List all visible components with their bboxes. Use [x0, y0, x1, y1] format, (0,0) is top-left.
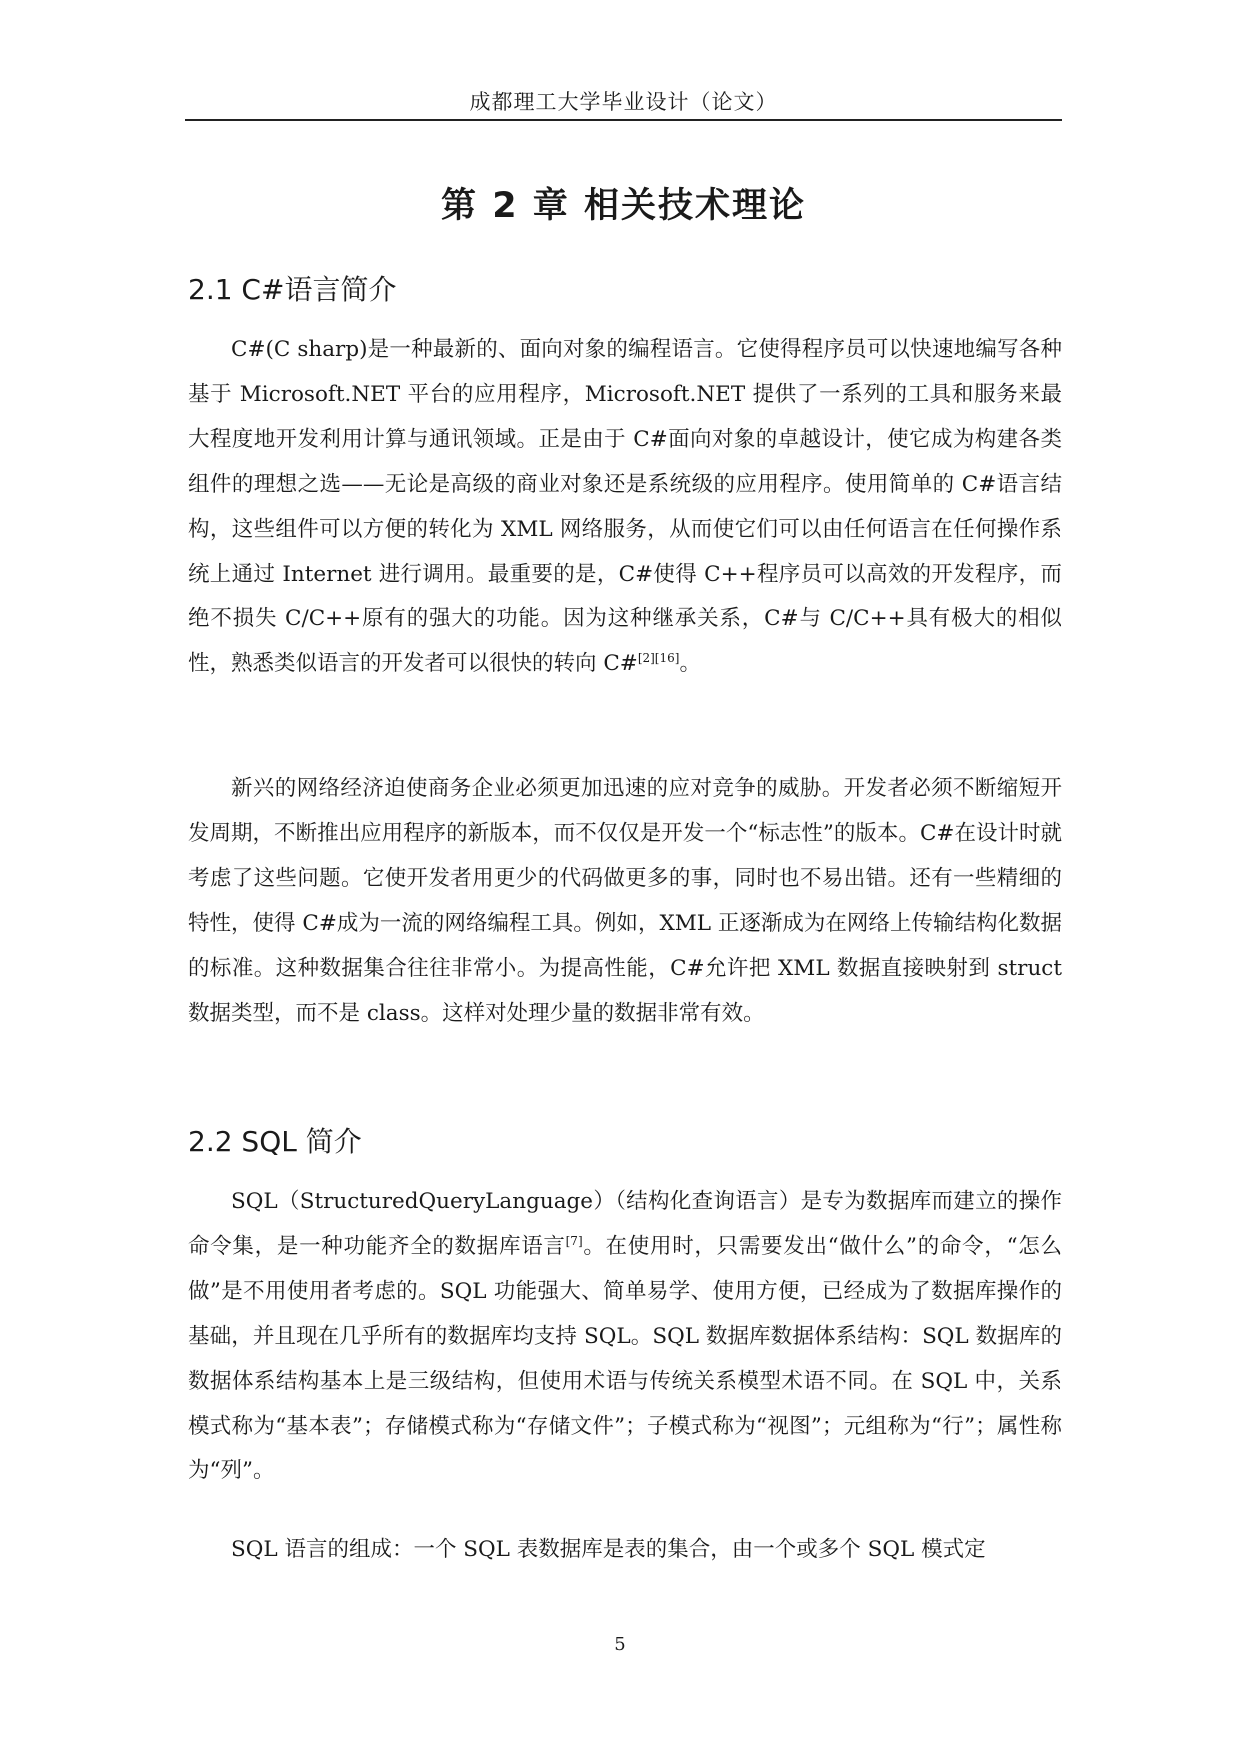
section-heading-2-2: 2.2 SQL 简介	[188, 1125, 362, 1158]
chapter-title: 第 2 章 相关技术理论	[441, 186, 806, 226]
paragraph-csharp-intro	[188, 328, 1062, 687]
paragraph-tail: 。在使用时，只需要发出“做什么”的命令，“怎么做”是不用使用者考虑的。SQL 功能强大、简单易学、使用方便，已经成为了数据库操作的基础，并且现在几乎所有的数据库均支持 SQL。SQL 数据库数据体系结构：SQL 数据库的数据体系结构基本上是三级结构，但使用术语与传统关系模型术语不同。在 SQL 中，关系模式称为“基本表”；存储模式称为“存储文件”；子模式称为“视图”；元组称为“行”；属性称为“列”。	[188, 1233, 1062, 1484]
paragraph-csharp-network: 新兴的网络经济迫使商务企业必须更加迅速的应对竞争的威胁。开发者必须不断缩短开发周期，不断推出应用程序的新版本，而不仅仅是开发一个“标志性”的版本。C#在设计时就考虑了这些问题。它使开发者用更少的代码做更多的事，同时也不易出错。还有一些精细的特性，使得 C#成为一流的网络编程工具。例如，XML 正逐渐成为在网络上传输结构化数据的标准。这种数据集合往往非常小。为提高性能，C#允许把 XML 数据直接映射到 struct 数据类型，而不是 class。这样对处理少量的数据非常有效。	[188, 776, 1062, 1026]
paragraph-sql-composition: SQL 语言的组成：一个 SQL 表数据库是表的集合，由一个或多个 SQL 模式定	[231, 1537, 986, 1562]
citation-marker: [2][16]	[637, 651, 680, 666]
paragraph-tail: 。	[679, 651, 701, 677]
citation-marker: [7]	[565, 1233, 583, 1248]
paragraph-text: C#(C sharp)是一种最新的、面向对象的编程语言。它使得程序员可以快速地编写各种基于 Microsoft.NET 平台的应用程序，Microsoft.NET 提供了一系列的工具和服务来最大程度地开发利用计算与通讯领域。正是由于 C#面向对象的卓越设计，使它成为构建各类组件的理想之选——无论是高级的商业对象还是系统级的应用程序。使用简单的 C#语言结构，这些组件可以方便的转化为 XML 网络服务，从而使它们可以由任何语言在任何操作系统上通过 Internet 进行调用。最重要的是，C#使得 C++程序员可以高效的开发程序，而绝不损失 C/C++原有的强大的功能。因为这种继承关系，C#与 C/C++具有极大的相似性，熟悉类似语言的开发者可以很快的转向 C#	[188, 337, 1062, 677]
section-heading-2-1: 2.1 C#语言简介	[188, 273, 397, 306]
running-header: 成都理工大学毕业设计（论文）	[469, 90, 778, 114]
header-rule	[185, 119, 1062, 121]
paragraph-text: SQL（StructuredQueryLanguage）（结构化查询语言）是专为数据库而建立的操作命令集，是一种功能齐全的数据库语言	[188, 1189, 1062, 1259]
paragraph-sql-intro	[188, 1180, 1062, 1494]
page-number: 5	[614, 1634, 626, 1655]
